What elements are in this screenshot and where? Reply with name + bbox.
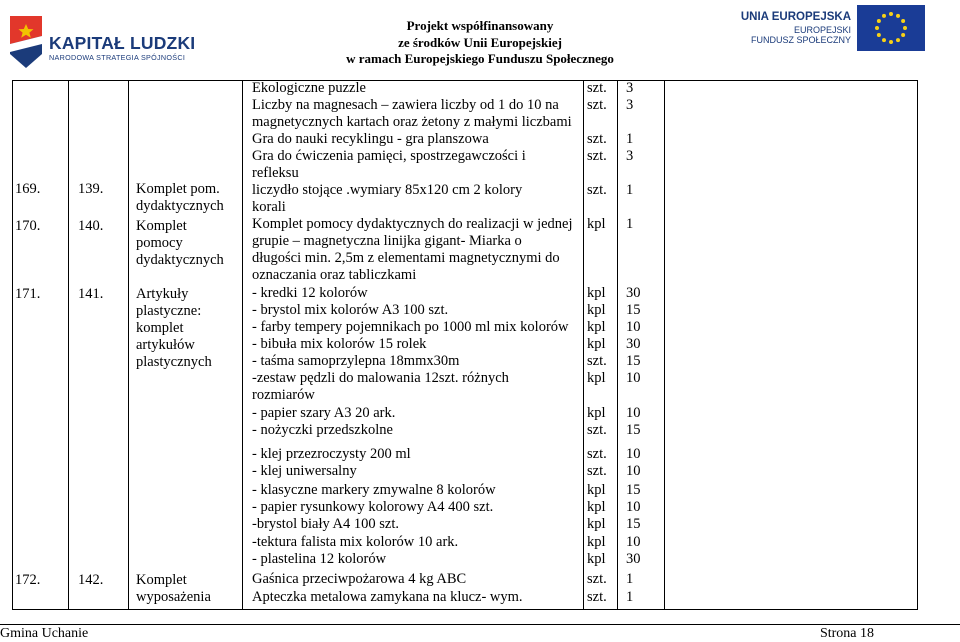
header-line-2: ze środków Unii Europejskiej	[398, 34, 562, 50]
col-separator-4	[583, 80, 584, 610]
group-171-name-3: komplet	[136, 320, 184, 336]
item-unit: kpl	[587, 482, 606, 498]
item-description-line: - plastelina 12 kolorów	[252, 551, 387, 567]
item-description-line: -tektura falista mix kolorów 10 ark.	[252, 534, 459, 550]
item-quantity: 10	[626, 499, 641, 515]
table-left-border	[12, 80, 13, 610]
item-unit: szt.	[587, 422, 607, 438]
item-unit: szt.	[587, 463, 607, 479]
footer-right: Strona 18	[819, 626, 874, 641]
item-description-line: magnetycznych kartach oraz żetony z małymi liczbami	[252, 114, 572, 130]
group-169-num1: 169.	[15, 181, 41, 197]
item-unit: szt.	[587, 131, 607, 147]
item-description-line: - klej uniwersalny	[252, 463, 357, 479]
group-170-num2: 140.	[78, 218, 104, 234]
col-separator-1	[68, 80, 69, 610]
item-description-line: - farby tempery pojemnikach po 1000 ml mix kolorów	[252, 319, 569, 335]
item-description-line: refleksu	[252, 165, 299, 181]
item-quantity: 30	[626, 551, 641, 567]
item-quantity: 15	[626, 516, 641, 532]
item-unit: szt.	[587, 182, 607, 198]
item-quantity: 10	[626, 534, 641, 550]
item-description-line: Liczby na magnesach – zawiera liczby od 1 do 10 na	[252, 97, 559, 113]
item-description-line: oznaczania oraz tabliczkami	[252, 267, 417, 283]
item-quantity: 1	[626, 589, 634, 605]
footer-left: Gmina Uchanie	[0, 626, 89, 641]
item-unit: szt.	[587, 589, 607, 605]
item-unit: kpl	[587, 302, 606, 318]
group-170-name-3: dydaktycznych	[136, 252, 224, 268]
item-description-line: Gra do ćwiczenia pamięci, spostrzegawczości i	[252, 148, 526, 164]
group-172-name-2: wyposażenia	[136, 589, 211, 605]
table-top-border	[12, 80, 918, 81]
item-description-line: - kredki 12 kolorów	[252, 285, 368, 301]
item-description-line: - brystol mix kolorów A3 100 szt.	[252, 302, 449, 318]
group-171-num2: 141.	[78, 286, 104, 302]
item-unit: kpl	[587, 516, 606, 532]
table-bottom-border	[12, 609, 918, 610]
item-quantity: 15	[626, 353, 641, 369]
item-unit: szt.	[587, 80, 607, 96]
eu-logo-line-1: UNIA EUROPEJSKA	[740, 11, 851, 23]
group-170-name-2: pomocy	[136, 235, 183, 251]
item-description-line: Gra do nauki recyklingu - gra planszowa	[252, 131, 489, 147]
item-quantity: 1	[626, 131, 634, 147]
item-quantity: 15	[626, 302, 641, 318]
item-description-line: - taśma samoprzylepna 18mmx30m	[252, 353, 460, 369]
item-quantity: 10	[626, 319, 641, 335]
item-description-line: -zestaw pędzli do malowania 12szt. różnych	[252, 370, 509, 386]
item-quantity: 3	[626, 80, 634, 96]
col-separator-6	[664, 80, 665, 610]
col-separator-2	[128, 80, 129, 610]
item-quantity: 10	[626, 446, 641, 462]
item-description-line: - bibuła mix kolorów 15 rolek	[252, 336, 427, 352]
item-quantity: 1	[626, 182, 634, 198]
item-unit: kpl	[587, 216, 606, 232]
item-description-line: Gaśnica przeciwpożarowa 4 kg ABC	[252, 571, 467, 587]
item-unit: kpl	[587, 370, 606, 386]
item-quantity: 3	[626, 148, 634, 164]
footer-rule	[0, 624, 960, 625]
item-unit: szt.	[587, 353, 607, 369]
item-quantity: 3	[626, 97, 634, 113]
group-172-num1: 172.	[15, 572, 41, 588]
item-unit: kpl	[587, 336, 606, 352]
item-unit: szt.	[587, 148, 607, 164]
item-description-line: - nożyczki przedszkolne	[252, 422, 393, 438]
item-quantity: 1	[626, 571, 634, 587]
eu-logo-line-2: EUROPEJSKI	[793, 25, 851, 35]
item-description-line: Apteczka metalowa zamykana na klucz- wym.	[252, 589, 523, 605]
item-description-line: korali	[252, 199, 286, 215]
table-right-border	[917, 80, 918, 610]
item-unit: szt.	[587, 97, 607, 113]
group-170-name-1: Komplet	[136, 218, 187, 234]
item-quantity: 30	[626, 336, 641, 352]
item-unit: kpl	[587, 285, 606, 301]
item-unit: kpl	[587, 499, 606, 515]
group-170-num1: 170.	[15, 218, 41, 234]
item-unit: szt.	[587, 446, 607, 462]
logo-subtitle: NARODOWA STRATEGIA SPÓJNOŚCI	[49, 53, 186, 62]
group-171-name-2: plastyczne:	[136, 303, 202, 319]
item-description-line: - klasyczne markery zmywalne 8 kolorów	[252, 482, 496, 498]
item-description-line: grupie – magnetyczna linijka gigant- Miarka o	[252, 233, 522, 249]
group-169-num2: 139.	[78, 181, 104, 197]
item-quantity: 30	[626, 285, 641, 301]
item-description-line: Ekologiczne puzzle	[252, 80, 366, 96]
header-line-3: w ramach Europejskiego Funduszu Społecznego	[346, 51, 614, 66]
item-description-line: - papier szary A3 20 ark.	[252, 405, 396, 421]
item-quantity: 1	[626, 216, 634, 232]
item-unit: szt.	[587, 571, 607, 587]
item-quantity: 10	[626, 463, 641, 479]
header-line-1: Projekt współfinansowany	[406, 18, 554, 33]
item-unit: kpl	[587, 551, 606, 567]
group-171-name-5: plastycznych	[136, 354, 212, 370]
item-description-line: - klej przezroczysty 200 ml	[252, 446, 411, 462]
group-172-num2: 142.	[78, 572, 104, 588]
item-description-line: rozmiarów	[252, 387, 315, 403]
group-171-num1: 171.	[15, 286, 41, 302]
item-description-line: -brystol biały A4 100 szt.	[252, 516, 400, 532]
item-description-line: - papier rysunkowy kolorowy A4 400 szt.	[252, 499, 494, 515]
item-quantity: 15	[626, 422, 641, 438]
item-quantity: 10	[626, 370, 641, 386]
item-unit: kpl	[587, 319, 606, 335]
group-171-name-1: Artykuły	[136, 286, 189, 302]
item-unit: kpl	[587, 405, 606, 421]
item-description-line: długości min. 2,5m z elementami magnetycznymi do	[252, 250, 560, 266]
item-description-line: Komplet pomocy dydaktycznych do realizacji w jednej	[252, 216, 573, 232]
item-quantity: 10	[626, 405, 641, 421]
group-171-name-4: artykułów	[136, 337, 195, 353]
item-quantity: 15	[626, 482, 641, 498]
col-separator-3	[242, 80, 243, 610]
eu-logo-line-3: FUNDUSZ SPOŁECZNY	[750, 35, 851, 45]
col-separator-5	[617, 80, 618, 610]
item-unit: kpl	[587, 534, 606, 550]
item-description-line: liczydło stojące .wymiary 85x120 cm 2 kolory	[252, 182, 523, 198]
group-169-name-1: Komplet pom.	[136, 181, 220, 197]
group-169-name-2: dydaktycznych	[136, 198, 224, 214]
group-172-name-1: Komplet	[136, 572, 187, 588]
logo-title: KAPITAŁ LUDZKI	[49, 33, 196, 53]
